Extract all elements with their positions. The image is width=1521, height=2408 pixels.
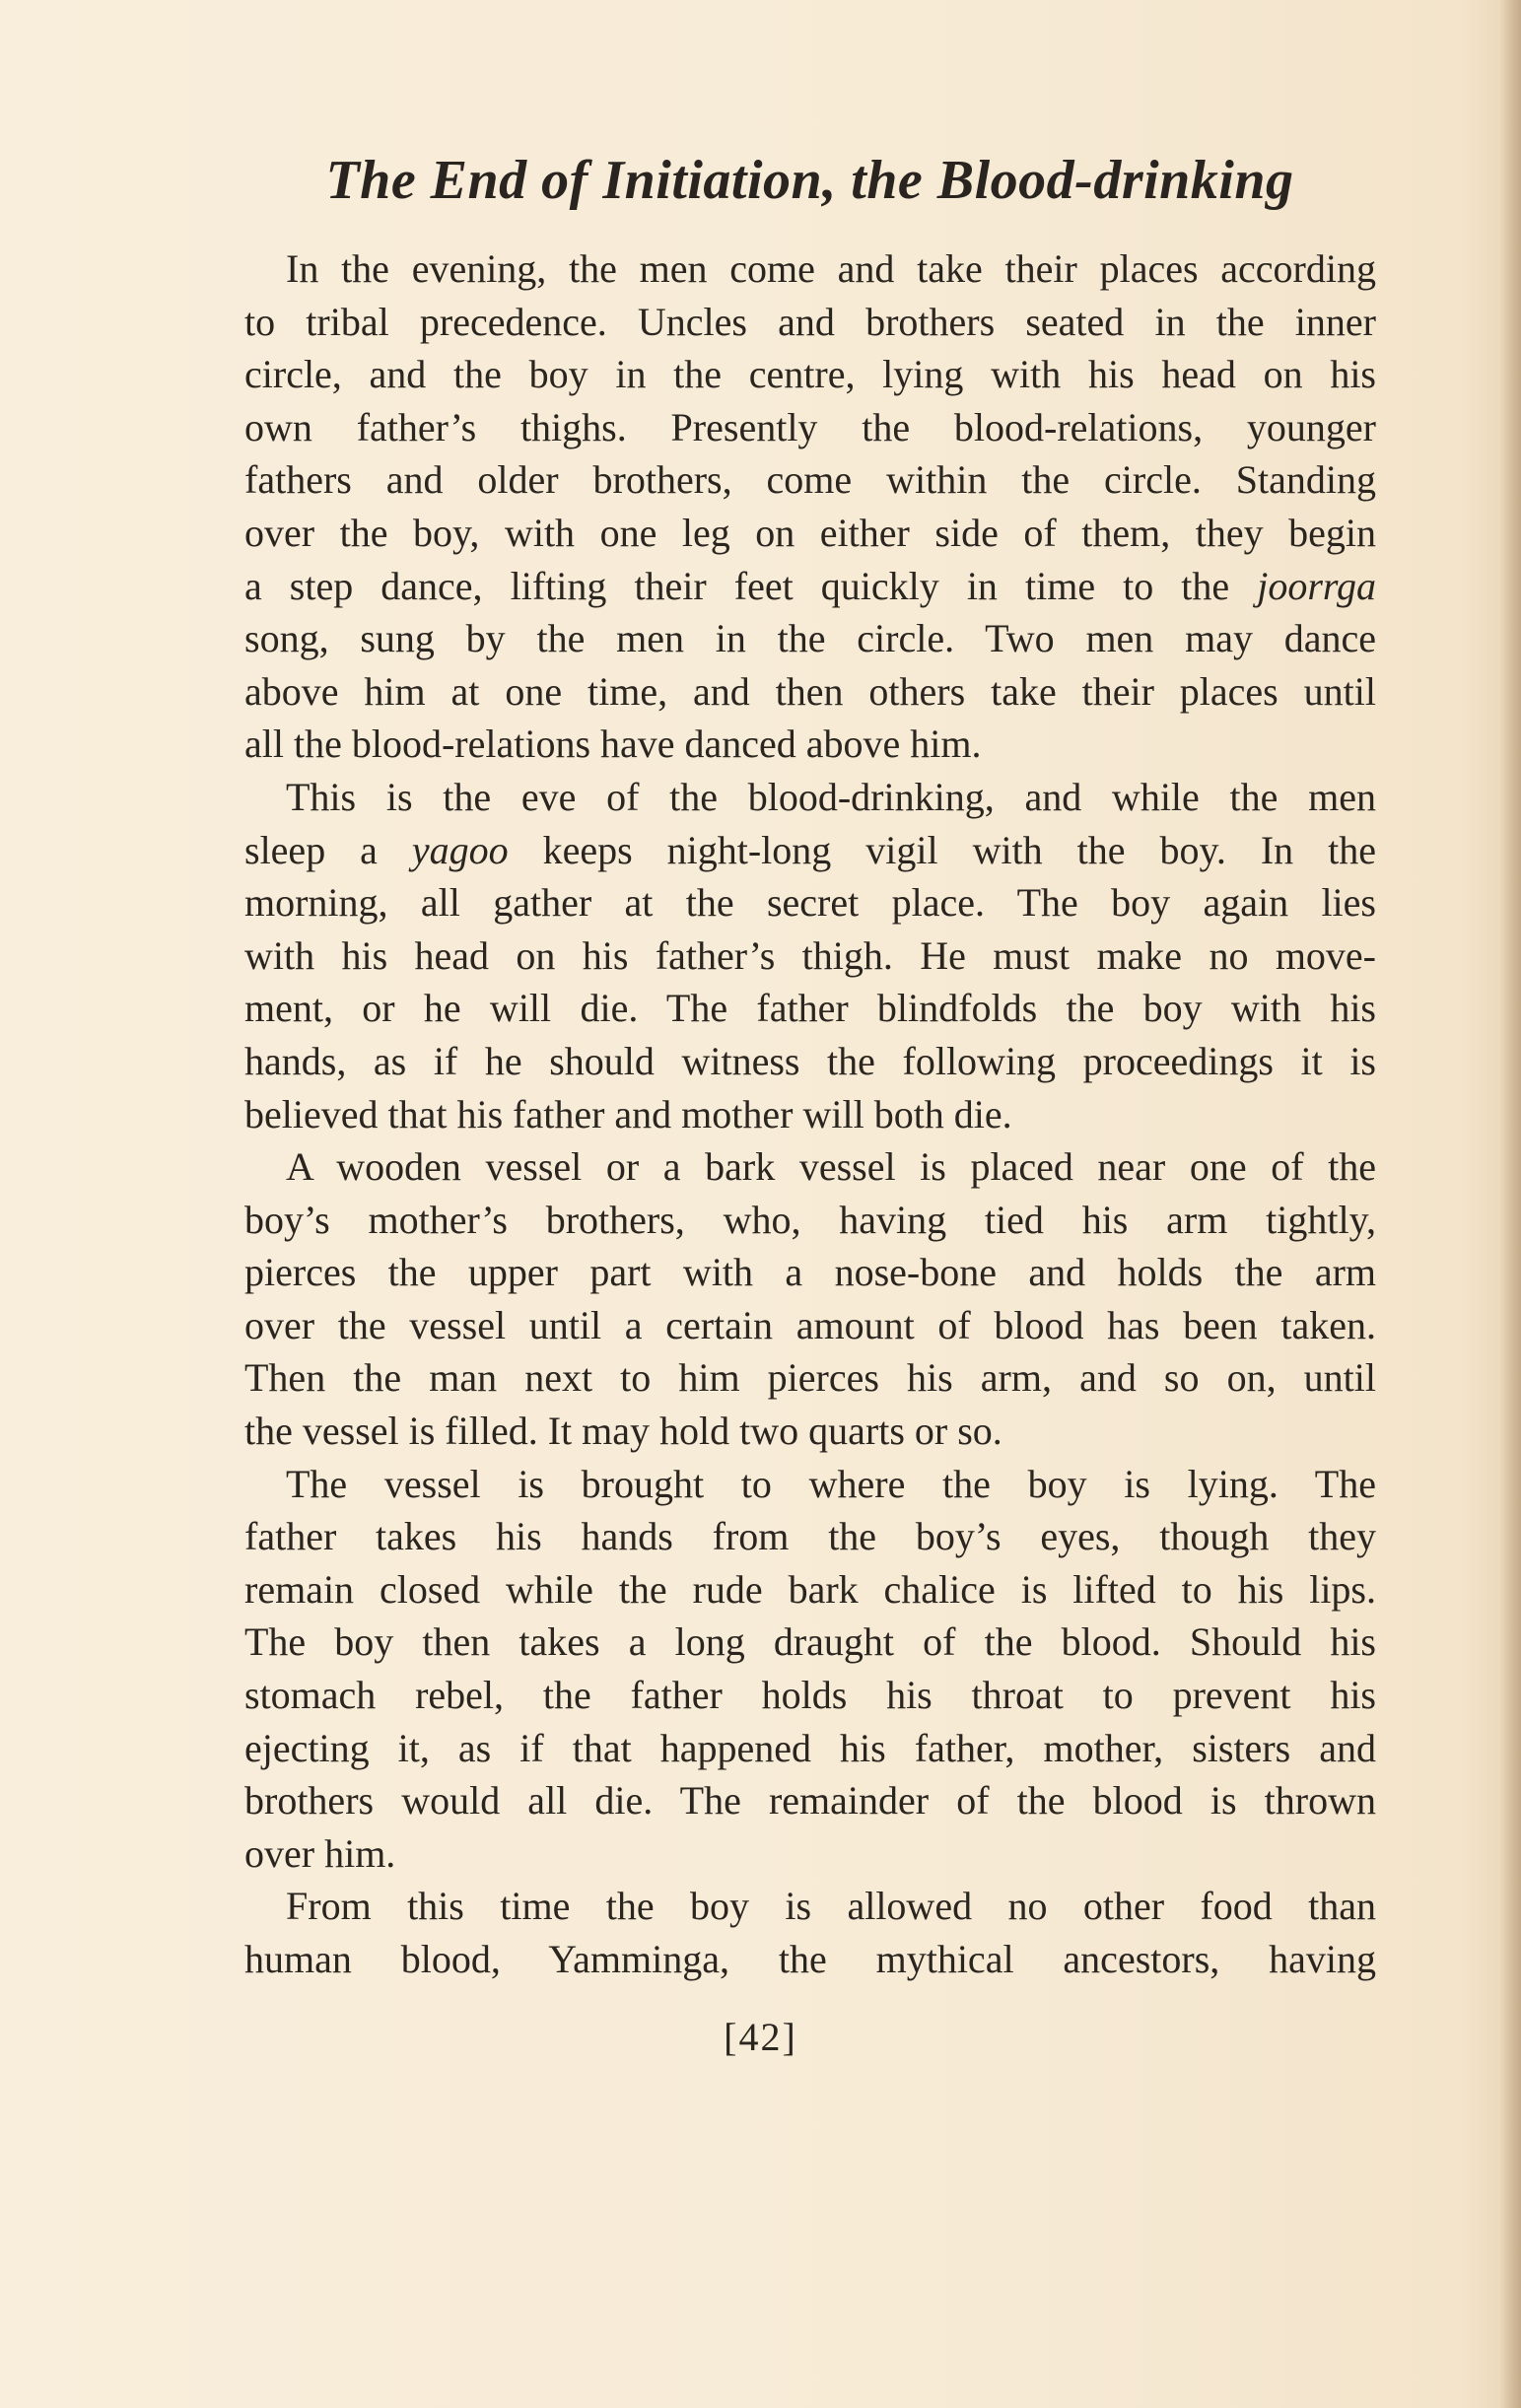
text-line: believed that his father and mother will both die. <box>244 1091 1012 1136</box>
text-line: morning, all gather at the secret place. The boy again lies <box>244 880 1376 926</box>
body-text <box>244 242 1376 1986</box>
text-line: brothers would all die. The remainder of the blood is thrown <box>244 1778 1376 1823</box>
text-line: all the blood-relations have danced above him. <box>244 722 982 767</box>
text-line: over the vessel until a certain amount of blood has been taken. <box>244 1302 1376 1347</box>
paragraph <box>244 1458 1376 1881</box>
text-line: the vessel is filled. It may hold two quarts or so. <box>244 1409 1002 1454</box>
italic-term: joorrga <box>1257 563 1376 608</box>
text-line: ejecting it, as if that happened his father, mother, sisters and <box>244 1725 1376 1770</box>
text-run: keeps night-long vigil with the boy. In the <box>508 827 1376 872</box>
running-head: The End of Initiation, the Blood-drinking <box>325 150 1294 211</box>
text-line: father takes his hands from the boy’s eyes, though they <box>244 1514 1376 1559</box>
paragraph <box>244 1880 1376 1985</box>
paragraph <box>244 242 1376 771</box>
text-line: song, sung by the men in the circle. Two men may dance <box>244 616 1376 661</box>
text-line: circle, and the boy in the centre, lying with his head on his <box>244 352 1376 397</box>
text-line: From this time the boy is allowed no other food than <box>286 1884 1376 1929</box>
text-line: over the boy, with one leg on either side of them, they begin <box>244 510 1376 555</box>
text-line <box>244 560 1376 613</box>
text-line: The vessel is brought to where the boy is lying. The <box>286 1461 1376 1506</box>
text-line: This is the eve of the blood-drinking, and while the men <box>286 774 1376 819</box>
text-line: above him at one time, and then others take their places until <box>244 668 1376 714</box>
text-line: fathers and older brothers, come within the circle. Standing <box>244 457 1376 503</box>
paragraph <box>244 1140 1376 1458</box>
italic-term: yagoo <box>411 827 509 872</box>
text-line: Then the man next to him pierces his arm, and so on, until <box>244 1355 1376 1401</box>
text-line: boy’s mother’s brothers, who, having tied his arm tightly, <box>244 1197 1376 1242</box>
text-line: own father’s thighs. Presently the blood-relations, younger <box>244 404 1376 449</box>
text-run: sleep a <box>244 827 412 872</box>
text-line: remain closed while the rude bark chalice is lifted to his lips. <box>244 1566 1376 1612</box>
text-run: a step dance, lifting their feet quickly in time to the <box>244 563 1258 608</box>
text-line: pierces the upper part with a nose-bone and holds the arm <box>244 1250 1376 1295</box>
text-line: to tribal precedence. Uncles and brothers seated in the inner <box>244 299 1376 344</box>
text-line: human blood, Yamminga, the mythical ancestors, having <box>244 1937 1376 1981</box>
text-line: over him. <box>244 1830 396 1876</box>
text-line: ment, or he will die. The father blindfolds the boy with his <box>244 986 1376 1031</box>
page-edge-shadow <box>1499 0 1521 2408</box>
text-line <box>244 824 1376 877</box>
page-number: [42] <box>724 2015 797 2059</box>
text-line: stomach rebel, the father holds his throat to prevent his <box>244 1673 1376 1718</box>
text-line: hands, as if he should witness the following proceedings it is <box>244 1038 1376 1083</box>
paragraph <box>244 771 1376 1140</box>
text-line: A wooden vessel or a bark vessel is placed near one of the <box>286 1144 1376 1190</box>
text-line: with his head on his father’s thigh. He must make no move- <box>244 932 1376 978</box>
text-line: The boy then takes a long draught of the blood. Should his <box>244 1619 1376 1665</box>
text-line: In the evening, the men come and take their places according <box>286 246 1376 291</box>
